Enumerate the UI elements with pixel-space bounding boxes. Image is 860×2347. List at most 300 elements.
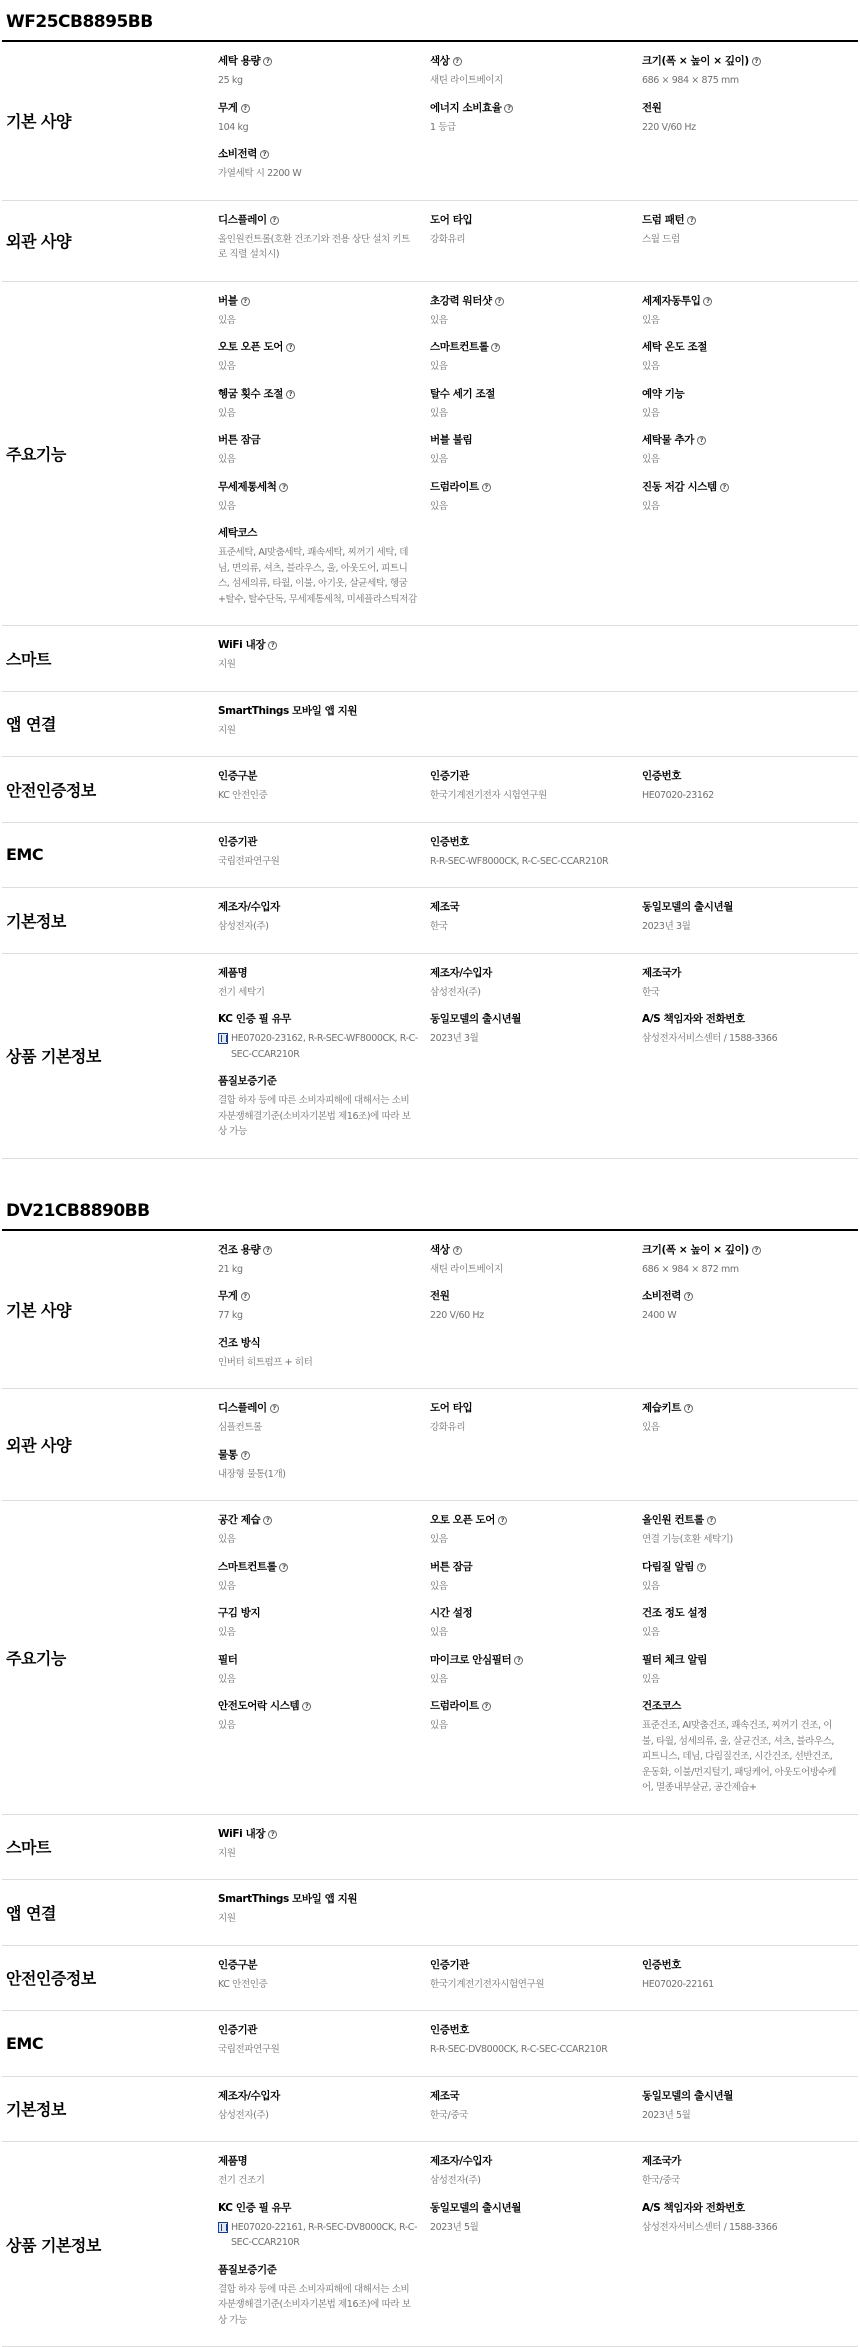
section-title: 주요기능 — [2, 282, 218, 626]
section-title: 안전인증정보 — [2, 1946, 218, 2011]
help-icon[interactable]: ? — [279, 1563, 288, 1572]
spec-value: 내장형 물통(1개) — [218, 1467, 418, 1483]
help-icon[interactable]: ? — [491, 343, 500, 352]
spec-item — [430, 1699, 642, 1808]
spec-label — [430, 54, 630, 69]
spec-item — [218, 1606, 430, 1653]
help-icon[interactable]: ? — [752, 57, 761, 66]
help-icon[interactable]: ? — [707, 1516, 716, 1525]
spec-value-text: HE07020-23162, R-R-SEC-WF8000CK, R-C-SEC-CCAR210R — [231, 1031, 418, 1062]
spec-label — [218, 2263, 418, 2278]
spec-label — [430, 900, 630, 915]
help-icon[interactable]: ? — [720, 483, 729, 492]
spec-value: 있음 — [430, 1625, 630, 1641]
help-icon[interactable]: ? — [302, 1702, 311, 1711]
spec-label-text: 동일모델의 출시년월 — [430, 2201, 521, 2216]
spec-value: 있음 — [218, 1672, 418, 1688]
spec-item — [218, 433, 430, 480]
help-icon[interactable]: ? — [697, 1563, 706, 1572]
spec-label — [218, 340, 418, 355]
spec-section — [2, 1389, 858, 1501]
spec-item — [642, 966, 854, 1013]
spec-item — [642, 1012, 854, 1074]
spec-label — [430, 1699, 630, 1714]
spec-value: 2023년 5월 — [430, 2220, 630, 2236]
spec-label-text: 구김 방지 — [218, 1606, 260, 1621]
spec-section — [2, 823, 858, 889]
spec-label — [218, 1892, 418, 1907]
spec-item — [642, 101, 854, 148]
spec-label — [218, 1653, 418, 1668]
spec-label — [218, 387, 418, 402]
spec-label — [430, 1606, 630, 1621]
kc-mark-icon — [218, 1033, 228, 1044]
help-icon[interactable]: ? — [495, 297, 504, 306]
help-icon[interactable]: ? — [270, 216, 279, 225]
spec-section — [2, 2077, 858, 2143]
spec-value: KC 안전인증 — [218, 1977, 418, 1993]
spec-value: 있음 — [642, 1672, 842, 1688]
spec-label-text: A/S 책임자와 전화번호 — [642, 2201, 745, 2216]
spec-value: 있음 — [642, 1625, 842, 1641]
spec-label-text: 세탁코스 — [218, 526, 257, 541]
spec-label-text: 디스플레이 — [218, 1401, 267, 1416]
spec-item — [218, 213, 430, 275]
spec-label — [218, 1401, 418, 1416]
spec-item — [218, 1560, 430, 1607]
spec-label — [218, 101, 418, 116]
spec-label — [430, 966, 630, 981]
spec-label-text: 무게 — [218, 1289, 238, 1304]
spec-label-text: 제조자/수입자 — [430, 2154, 492, 2169]
help-icon[interactable]: ? — [687, 216, 696, 225]
spec-value: 있음 — [218, 359, 418, 375]
spec-label — [218, 638, 418, 653]
spec-item — [642, 2154, 854, 2201]
spec-label-text: 제품명 — [218, 2154, 247, 2169]
spec-label — [642, 1653, 842, 1668]
spec-label-text: 다림질 알림 — [642, 1560, 694, 1575]
spec-label-text: KC 인증 필 유무 — [218, 1012, 291, 1027]
spec-item — [430, 900, 642, 947]
spec-label-text: SmartThings 모바일 앱 지원 — [218, 704, 357, 719]
spec-value: 한국기계전기전자시험연구원 — [430, 1977, 630, 1993]
help-icon[interactable]: ? — [703, 297, 712, 306]
help-icon[interactable]: ? — [279, 483, 288, 492]
spec-value: 삼성전자(주) — [430, 2173, 630, 2189]
spec-item — [642, 480, 854, 527]
spec-label — [642, 966, 842, 981]
spec-label — [642, 54, 842, 69]
spec-grid — [218, 954, 858, 1158]
section-title: 외관 사양 — [2, 201, 218, 281]
spec-item — [218, 769, 430, 816]
spec-value: 있음 — [218, 1718, 418, 1734]
spec-label — [642, 1289, 842, 1304]
spec-item — [642, 769, 854, 816]
spec-value: 77 kg — [218, 1308, 418, 1324]
spec-grid — [218, 2142, 858, 2346]
spec-label-text: 마이크로 안심필터 — [430, 1653, 511, 1668]
spec-item — [430, 1012, 642, 1074]
spec-value: 한국기계전기전자 시험연구원 — [430, 788, 630, 804]
spec-label — [218, 147, 418, 162]
spec-item — [642, 900, 854, 947]
spec-label-text: 품질보증기준 — [218, 2263, 276, 2278]
spec-label-text: 인증번호 — [430, 835, 469, 850]
spec-label — [218, 1448, 418, 1463]
spec-label-text: 제조국가 — [642, 966, 681, 981]
spec-item — [218, 387, 430, 434]
spec-item — [218, 1892, 430, 1939]
spec-label — [642, 1513, 842, 1528]
spec-label-text: 버블 불림 — [430, 433, 472, 448]
spec-label — [218, 2089, 418, 2104]
spec-item — [430, 213, 642, 275]
spec-label — [218, 433, 418, 448]
spec-label-text: 필터 — [218, 1653, 238, 1668]
section-title: EMC — [2, 823, 218, 888]
spec-label — [218, 1336, 418, 1351]
spec-label — [430, 2154, 630, 2169]
section-title: 상품 기본정보 — [2, 2142, 218, 2346]
spec-label-text: 제조국 — [430, 2089, 459, 2104]
spec-label — [430, 1958, 630, 1973]
section-title: EMC — [2, 2011, 218, 2076]
spec-label — [642, 433, 842, 448]
spec-value: 삼성전자서비스센터 / 1588-3366 — [642, 2220, 842, 2236]
help-icon[interactable]: ? — [260, 150, 269, 159]
spec-label-text: A/S 책임자와 전화번호 — [642, 1012, 745, 1027]
spec-item — [218, 1074, 430, 1152]
spec-value: 있음 — [430, 406, 630, 422]
spec-value: 지원 — [218, 1846, 418, 1862]
spec-item — [642, 1289, 854, 1336]
spec-label-text: 에너지 소비효율 — [430, 101, 501, 116]
spec-item — [218, 340, 430, 387]
spec-value: 있음 — [430, 1718, 630, 1734]
help-icon[interactable]: ? — [453, 57, 462, 66]
spec-item — [642, 1401, 854, 1448]
spec-item — [218, 966, 430, 1013]
spec-label — [642, 1606, 842, 1621]
spec-label — [430, 1012, 630, 1027]
help-icon[interactable]: ? — [268, 1830, 277, 1839]
spec-label-text: 탈수 세기 조절 — [430, 387, 495, 402]
spec-value: 있음 — [430, 452, 630, 468]
spec-label — [430, 1653, 630, 1668]
help-icon[interactable]: ? — [241, 1292, 250, 1301]
spec-grid — [218, 2011, 858, 2076]
spec-value: 220 V/60 Hz — [642, 120, 842, 136]
spec-label — [430, 480, 630, 495]
help-icon[interactable]: ? — [286, 390, 295, 399]
spec-section — [2, 2142, 858, 2347]
spec-value: 스월 드럼 — [642, 232, 842, 248]
spec-label — [642, 2089, 842, 2104]
spec-grid — [218, 282, 858, 626]
spec-label-text: 인증기관 — [430, 769, 469, 784]
help-icon[interactable]: ? — [504, 104, 513, 113]
help-icon[interactable]: ? — [752, 1246, 761, 1255]
spec-label — [218, 54, 418, 69]
spec-item — [642, 1653, 854, 1700]
help-icon[interactable]: ? — [482, 483, 491, 492]
spec-label-text: 크기(폭 × 높이 × 깊이) — [642, 54, 749, 69]
spec-value: 있음 — [642, 406, 842, 422]
spec-label-text: 세탁 용량 — [218, 54, 260, 69]
spec-item — [430, 1653, 642, 1700]
section-title: 기본 사양 — [2, 42, 218, 200]
spec-item — [218, 704, 430, 751]
spec-section — [2, 201, 858, 282]
section-title: 외관 사양 — [2, 1389, 218, 1500]
spec-section — [2, 282, 858, 627]
spec-label-text: 전원 — [430, 1289, 450, 1304]
spec-item — [430, 101, 642, 148]
help-icon[interactable]: ? — [697, 436, 706, 445]
spec-value: 국립전파연구원 — [218, 854, 418, 870]
section-title: 기본정보 — [2, 888, 218, 953]
section-title: 앱 연결 — [2, 1880, 218, 1945]
spec-section — [2, 42, 858, 201]
spec-item — [218, 2089, 430, 2136]
spec-item — [430, 1289, 642, 1336]
spec-label-text: 오토 오픈 도어 — [218, 340, 283, 355]
spec-value: 104 kg — [218, 120, 418, 136]
spec-value: 있음 — [642, 499, 842, 515]
spec-item — [430, 2023, 642, 2070]
spec-grid — [218, 1946, 858, 2011]
spec-label — [642, 1401, 842, 1416]
spec-label — [430, 340, 630, 355]
spec-label-text: WiFi 내장 — [218, 1827, 265, 1842]
spec-item — [218, 1513, 430, 1560]
spec-label-text: 세탁 온도 조절 — [642, 340, 707, 355]
spec-value: 지원 — [218, 723, 418, 739]
spec-item — [430, 1606, 642, 1653]
spec-grid — [218, 692, 858, 757]
help-icon[interactable]: ? — [453, 1246, 462, 1255]
spec-label-text: 인증번호 — [430, 2023, 469, 2038]
spec-label-text: 제품명 — [218, 966, 247, 981]
spec-label-text: 제습키트 — [642, 1401, 681, 1416]
spec-label-text: 제조자/수입자 — [430, 966, 492, 981]
spec-item — [642, 54, 854, 101]
spec-label — [218, 2154, 418, 2169]
spec-label-text: 드럼라이트 — [430, 1699, 479, 1714]
help-icon[interactable]: ? — [263, 1246, 272, 1255]
spec-item — [218, 638, 430, 685]
spec-label-text: 무세제통세척 — [218, 480, 276, 495]
spec-value: 있음 — [218, 499, 418, 515]
spec-section — [2, 626, 858, 692]
spec-value: HE07020-22161 — [642, 1977, 842, 1993]
spec-label-text: 도어 타입 — [430, 1401, 472, 1416]
spec-section — [2, 2011, 858, 2077]
spec-label-text: 크기(폭 × 높이 × 깊이) — [642, 1243, 749, 1258]
spec-label-text: 헹굼 횟수 조절 — [218, 387, 283, 402]
help-icon[interactable]: ? — [268, 641, 277, 650]
spec-label-text: WiFi 내장 — [218, 638, 265, 653]
spec-label — [642, 387, 842, 402]
spec-value: 지원 — [218, 657, 418, 673]
spec-label — [430, 835, 630, 850]
spec-label-text: 세탁물 추가 — [642, 433, 694, 448]
spec-item — [218, 1958, 430, 2005]
spec-section — [2, 1946, 858, 2012]
spec-item — [218, 526, 430, 619]
help-icon[interactable]: ? — [286, 343, 295, 352]
spec-value: KC 안전인증 — [218, 788, 418, 804]
spec-label — [430, 433, 630, 448]
help-icon[interactable]: ? — [514, 1656, 523, 1665]
spec-label-text: 제조국 — [430, 900, 459, 915]
spec-grid — [218, 1389, 858, 1500]
spec-label-text: 세제자동투입 — [642, 294, 700, 309]
section-title: 안전인증정보 — [2, 757, 218, 822]
spec-label — [642, 2201, 842, 2216]
spec-label-text: 동일모델의 출시년월 — [642, 2089, 733, 2104]
spec-item — [218, 2023, 430, 2070]
spec-label — [642, 1699, 842, 1714]
spec-value: 국립전파연구원 — [218, 2042, 418, 2058]
spec-label — [642, 769, 842, 784]
spec-value: 있음 — [218, 406, 418, 422]
spec-value: 강화유리 — [430, 1420, 630, 1436]
spec-label — [430, 101, 630, 116]
spec-item — [218, 54, 430, 101]
spec-label-text: 필터 체크 알림 — [642, 1653, 707, 1668]
spec-label-text: 소비전력 — [218, 147, 257, 162]
spec-label — [218, 900, 418, 915]
spec-value: 2400 W — [642, 1308, 842, 1324]
help-icon[interactable]: ? — [498, 1516, 507, 1525]
spec-label — [430, 213, 630, 228]
spec-value: 있음 — [218, 1625, 418, 1641]
help-icon[interactable]: ? — [241, 297, 250, 306]
spec-label — [642, 340, 842, 355]
spec-label-text: 건조 정도 설정 — [642, 1606, 707, 1621]
spec-label-text: 올인원 컨트롤 — [642, 1513, 704, 1528]
spec-label-text: 인증기관 — [218, 2023, 257, 2038]
spec-label-text: 품질보증기준 — [218, 1074, 276, 1089]
spec-label — [218, 2201, 418, 2216]
spec-label-text: 디스플레이 — [218, 213, 267, 228]
spec-item — [218, 900, 430, 947]
spec-label-text: 시간 설정 — [430, 1606, 472, 1621]
spec-item — [642, 2201, 854, 2263]
spec-value: 686 × 984 × 872 mm — [642, 1262, 842, 1278]
help-icon[interactable]: ? — [263, 57, 272, 66]
spec-label-text: 건조코스 — [642, 1699, 681, 1714]
spec-grid — [218, 823, 858, 888]
spec-label — [218, 213, 418, 228]
spec-label-text: 색상 — [430, 1243, 450, 1258]
spec-item — [430, 2154, 642, 2201]
spec-grid — [218, 1231, 858, 1389]
spec-label-text: 동일모델의 출시년월 — [642, 900, 733, 915]
spec-label — [642, 2154, 842, 2169]
kc-value — [218, 1031, 418, 1062]
spec-grid — [218, 888, 858, 953]
spec-item — [218, 101, 430, 148]
spec-item — [218, 480, 430, 527]
help-icon[interactable]: ? — [684, 1404, 693, 1413]
spec-value: 있음 — [430, 499, 630, 515]
spec-item — [218, 1401, 430, 1448]
spec-value: 삼성전자서비스센터 / 1588-3366 — [642, 1031, 842, 1047]
spec-value: 새틴 라이트베이지 — [430, 73, 630, 89]
help-icon[interactable]: ? — [241, 1451, 250, 1460]
spec-section — [2, 1880, 858, 1946]
spec-label-text: 인증번호 — [642, 769, 681, 784]
spec-item — [430, 340, 642, 387]
section-title: 스마트 — [2, 626, 218, 691]
spec-label-text: 예약 기능 — [642, 387, 684, 402]
spec-label-text: 인증기관 — [218, 835, 257, 850]
spec-label-text: 버튼 잠금 — [218, 433, 260, 448]
spec-label — [430, 2089, 630, 2104]
spec-item — [430, 1958, 642, 2005]
spec-label-text: 색상 — [430, 54, 450, 69]
spec-value: 있음 — [642, 1420, 842, 1436]
spec-section — [2, 692, 858, 758]
spec-item — [218, 1289, 430, 1336]
spec-value: R-R-SEC-WF8000CK, R-C-SEC-CCAR210R — [430, 854, 630, 870]
spec-label — [430, 1289, 630, 1304]
spec-label-text: 인증기관 — [430, 1958, 469, 1973]
spec-label — [218, 1560, 418, 1575]
spec-label-text: 동일모델의 출시년월 — [430, 1012, 521, 1027]
model-title: DV21CB8890BB — [2, 1189, 858, 1231]
spec-label-text: 인증구분 — [218, 1958, 257, 1973]
spec-item — [218, 1012, 430, 1074]
help-icon[interactable]: ? — [684, 1292, 693, 1301]
help-icon[interactable]: ? — [241, 104, 250, 113]
spec-value: 25 kg — [218, 73, 418, 89]
spec-section — [2, 1501, 858, 1815]
spec-label-text: 전원 — [642, 101, 662, 116]
spec-item — [430, 1243, 642, 1290]
spec-label-text: 인증번호 — [642, 1958, 681, 1973]
spec-label — [430, 1513, 630, 1528]
spec-item — [218, 1699, 430, 1808]
spec-item — [218, 294, 430, 341]
spec-item — [430, 769, 642, 816]
spec-item — [430, 480, 642, 527]
spec-item — [430, 966, 642, 1013]
spec-value: 있음 — [218, 1579, 418, 1595]
spec-label — [218, 1827, 418, 1842]
help-icon[interactable]: ? — [482, 1702, 491, 1711]
spec-section — [2, 1231, 858, 1390]
spec-item — [218, 2263, 430, 2341]
spec-label-text: 도어 타입 — [430, 213, 472, 228]
spec-label — [642, 101, 842, 116]
spec-item — [430, 1401, 642, 1448]
spec-value: 한국 — [430, 919, 630, 935]
spec-label — [218, 1699, 418, 1714]
spec-label — [218, 1606, 418, 1621]
spec-label — [218, 1012, 418, 1027]
spec-value: HE07020-23162 — [642, 788, 842, 804]
spec-label — [430, 1243, 630, 1258]
help-icon[interactable]: ? — [270, 1404, 279, 1413]
help-icon[interactable]: ? — [263, 1516, 272, 1525]
spec-value: 강화유리 — [430, 232, 630, 248]
spec-value: 표준세탁, AI맞춤세탁, 쾌속세탁, 찌꺼기 세탁, 데님, 면의류, 셔츠, 블라우스, 울, 아웃도어, 피트니스, 섬세의류, 타월, 이불, 아기옷, 살균세탁, 헹굼+탈수, 탈수단독, 무세제통세척, 미세플라스틱저감 — [218, 545, 418, 607]
